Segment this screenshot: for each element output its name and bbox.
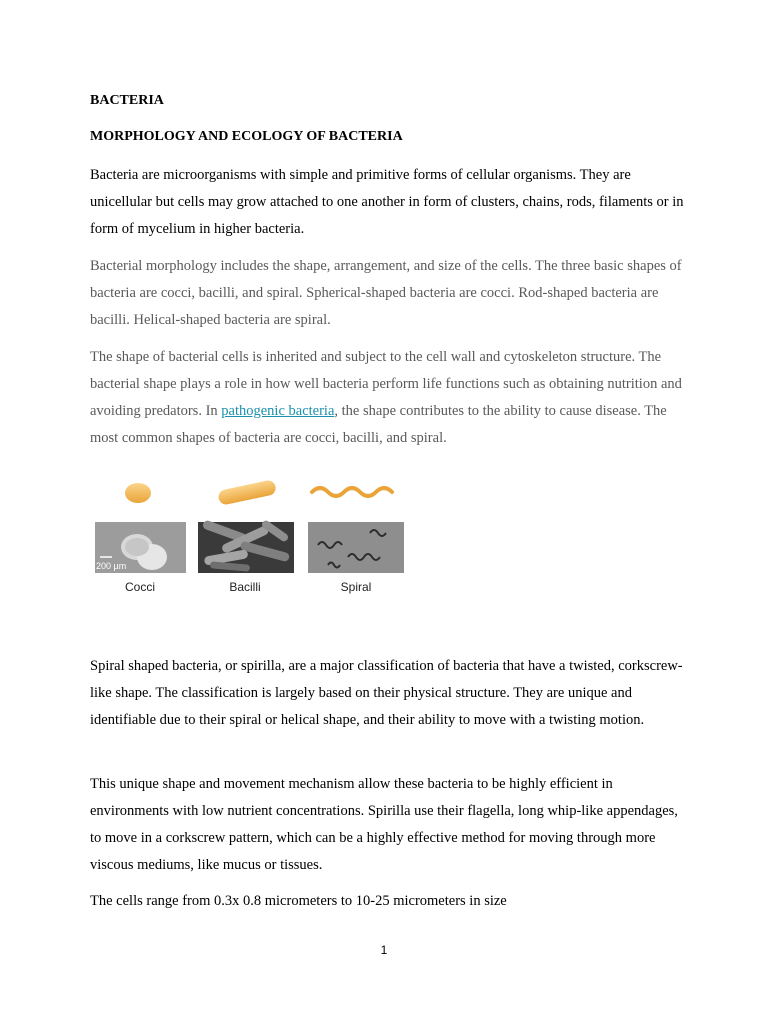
cocci-label: Cocci [124,580,156,594]
scale-bar-label: 200 µm [96,561,127,571]
paragraph-intro: Bacteria are microorganisms with simple and primitive forms of cellular organisms. They are unicellular but cells may grow attached to one another in form of clusters, chains, rods, filaments or in form of mycelium in higher bacteria. [90,167,684,237]
document-title: BACTERIA [90,93,164,108]
paragraph-morphology: Bacterial morphology includes the shape, arrangement, and size of the cells. The three basic shapes of bacteria are cocci, bacilli, and spiral. Spherical-shaped bacteria are cocci. Rod-shaped bacteria are bacilli. Helical-shaped bacteria are spiral. [90,258,682,328]
paragraph-movement: This unique shape and movement mechanism allow these bacteria to be highly efficient in environments with low nutrient concentrations. Spirilla use their flagella, long whip-like appendages, to move in a corkscrew pattern, which can be a highly effective method for moving through more viscous mediums, like mucus or tissues. [90,776,678,873]
paragraph-size: The cells range from 0.3x 0.8 micrometers to 10-25 micrometers in size [90,893,507,909]
bacillus-drawing [217,479,277,506]
pathogenic-bacteria-link[interactable]: pathogenic bacteria [221,403,335,419]
bacilli-label: Bacilli [229,580,261,594]
spiral-drawing [312,488,392,496]
spiral-micrograph [308,522,404,573]
cocci-micrograph [95,522,186,573]
page-number: 1 [380,943,388,957]
bacteria-shapes-figure [90,475,410,625]
spiral-label: Spiral [340,580,372,594]
bacilli-micrograph [198,519,294,573]
paragraph-shape [90,344,690,452]
document-subtitle: MORPHOLOGY AND ECOLOGY OF BACTERIA [90,129,403,144]
paragraph-shape-text-before: The shape of bacterial cells is inherited and subject to the cell wall and cytoskeleton structure. The bacterial shape plays a role in how well bacteria perform life functions such as obtaining nutrition and avoiding predators. In [90,349,682,419]
bacteria-shapes-illustration [90,475,410,625]
paragraph-spirilla: Spiral shaped bacteria, or spirilla, are a major classification of bacteria that have a twisted, corkscrew-like shape. The classification is largely based on their physical structure. They are unique and identifiable due to their spiral or helical shape, and their ability to move with a twisting motion. [90,658,683,728]
paragraph-shape-text-after: , the shape contributes to the ability to cause disease. The most common shapes of bacteria are cocci, bacilli, and spiral. [90,403,667,446]
coccus-drawing [125,483,151,503]
